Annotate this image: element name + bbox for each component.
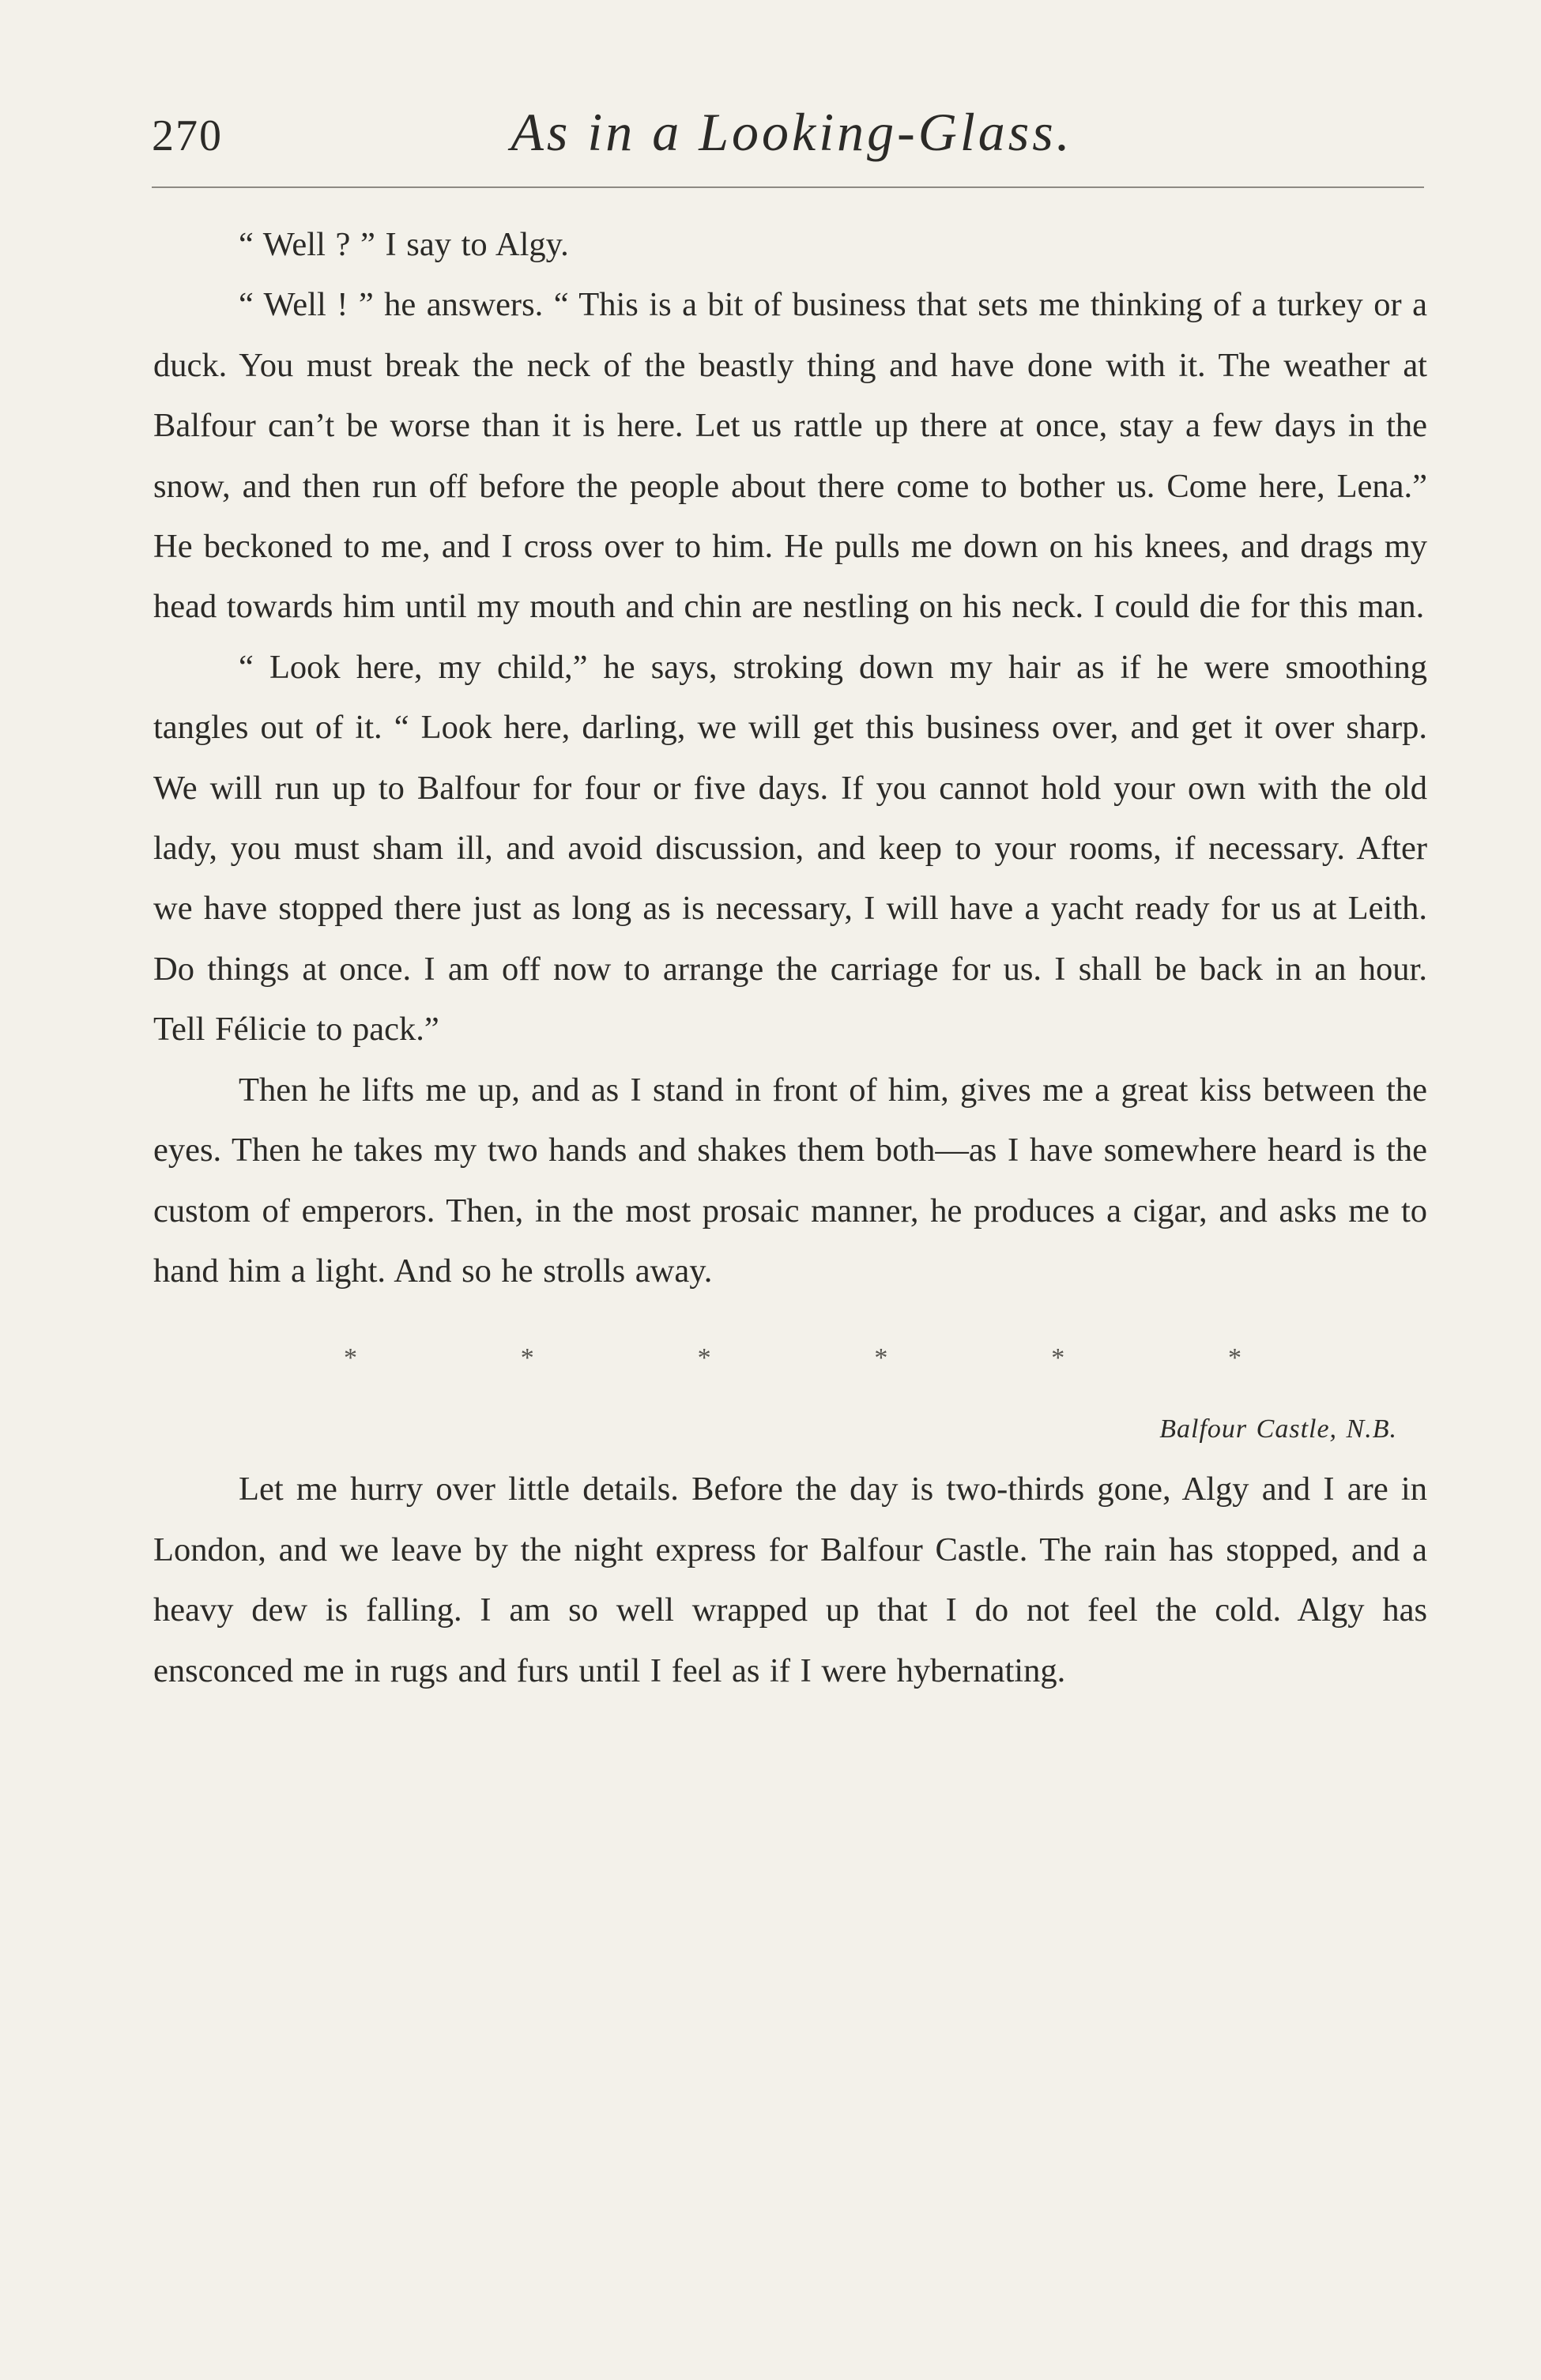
running-title: As in a Looking-Glass.: [511, 102, 1073, 162]
asterisk: *: [1051, 1343, 1065, 1373]
paragraph: Let me hurry over little details. Before the day is two-thirds gone, Algy and I are in London, and we leave by the night express for Balfour Castle. The rain has stopped, and a heavy dew is falling. I am so well wrapped up that I do not feel the cold. Algy has ensconced me in rugs and furs until I feel as if I were hybernating.: [153, 1471, 1427, 1689]
asterisk: *: [874, 1343, 888, 1373]
asterisk: *: [697, 1343, 711, 1373]
paragraph: “ Well ? ” I say to Algy.: [239, 226, 569, 263]
paragraph: “ Look here, my child,” he says, stroking down my hair as if he were smoothing tangles out of it. “ Look here, darling, we will get this business over, and get it over sharp. We will run up to Balfour for four or five days. If you cannot hold your own with the old lady, you must sham ill, and avoid discussion, and keep to your rooms, if necessary. After we have stopped there just as long as is necessary, I will have a yacht ready for us at Leith. Do things at once. I am off now to arrange the carriage for us. I shall be back in an hour. Tell Félicie to pack.”: [153, 648, 1427, 1049]
running-head: [152, 101, 1432, 172]
paragraph: “ Well ! ” he answers. “ This is a bit of business that sets me thinking of a turkey or a duck. You must break the neck of the beastly thing and have done with it. The weather at Balfour can’t be worse than it is here. Let us rattle up there at once, stay a few days in the snow, and then run off before the people about there come to bother us. Come here, Lena.” He beckoned to me, and I cross over to him. He pulls me down on his knees, and drags my head towards him until my mouth and chin are nestling on his neck. I could die for this man.: [153, 286, 1427, 626]
page-number: 270: [152, 111, 223, 160]
paragraph: Then he lifts me up, and as I stand in front of him, gives me a great kiss between the eyes. Then he takes my two hands and shakes them both—as I have somewhere heard is the custom of emperors. Then, in the most prosaic manner, he produces a cigar, and asks me to hand him a light. And so he strolls away.: [153, 1071, 1427, 1290]
text-block: [153, 215, 1427, 1701]
section-separator: [339, 1328, 1241, 1388]
asterisk: *: [344, 1343, 357, 1373]
asterisk: *: [1227, 1343, 1241, 1373]
dateline: Balfour Castle, N.B.: [1159, 1414, 1397, 1444]
asterisk: *: [520, 1343, 534, 1373]
header-rule: [152, 186, 1424, 188]
